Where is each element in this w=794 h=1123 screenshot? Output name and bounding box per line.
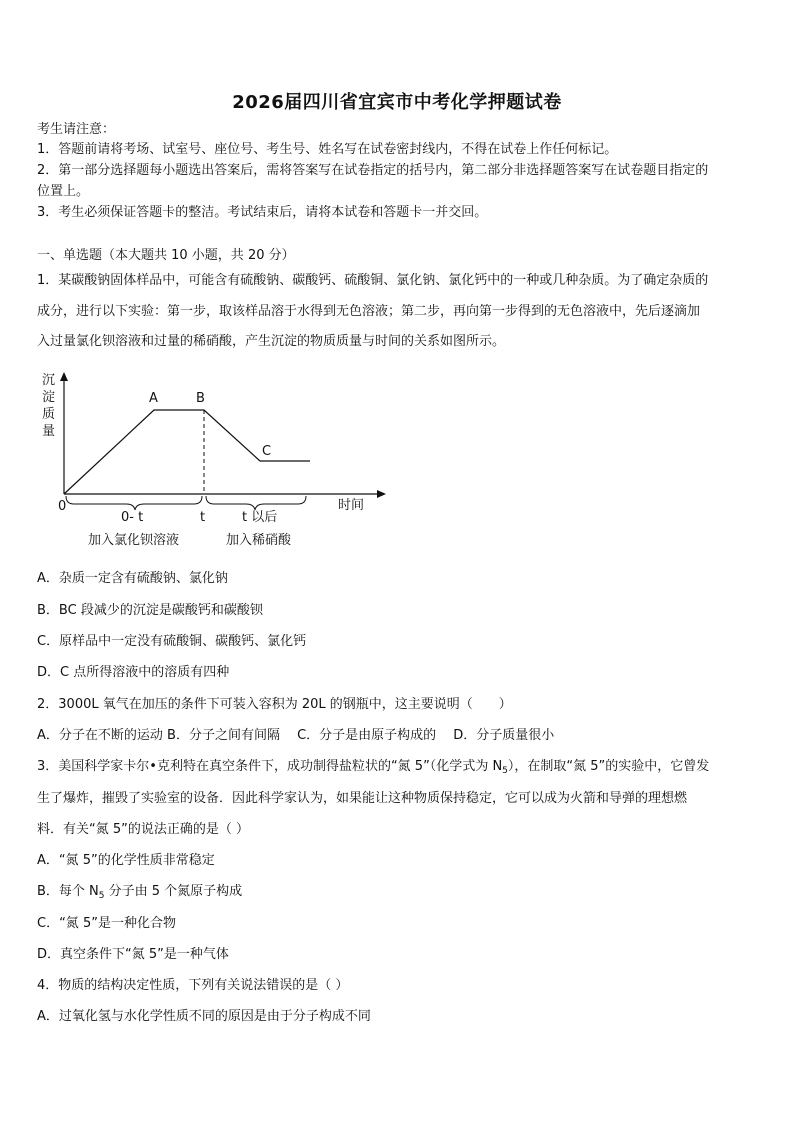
- q3-line1-pre: 3．美国科学家卡尔•克利特在真空条件下，成功制得盐粒状的“氮 5”（化学式为 N: [37, 759, 503, 774]
- q1-option-d: D．C 点所得溶液中的溶质有四种: [37, 665, 230, 680]
- q3-line1-post: ），在制取“氮 5”的实验中，它曾发: [507, 759, 710, 774]
- y-label-char-1: 沉: [42, 373, 56, 388]
- section-heading: 一、单选题（本大题共 10 小题，共 20 分）: [37, 248, 295, 263]
- t-label: t: [200, 510, 206, 525]
- q3-optb-post: 分子由 5 个氮原子构成: [104, 884, 243, 899]
- exam-title: 2026届四川省宜宾市中考化学押题试卷: [232, 92, 562, 113]
- notice-item-2-cont: 位置上。: [37, 184, 90, 199]
- y-label-char-4: 量: [42, 424, 56, 439]
- stage-1-label: 加入氯化钡溶液: [88, 533, 180, 548]
- q1-graph: [38, 364, 398, 554]
- q3-stem-line-1: [37, 759, 709, 775]
- q4-stem: 4．物质的结构决定性质，下列有关说法错误的是（ ）: [37, 978, 349, 993]
- notice-item-1: 1．答题前请将考场、试室号、座位号、考生号、姓名写在试卷密封线内，不得在试卷上作任何标记。: [37, 142, 618, 157]
- y-axis-arrow: [60, 372, 68, 381]
- q4-option-a: A．过氧化氢与水化学性质不同的原因是由于分子构成不同: [37, 1009, 371, 1024]
- notice-item-2: 2．第一部分选择题每小题选出答案后，需将答案写在试卷指定的括号内，第二部分非选择题答案写在试卷题目指定的: [37, 163, 709, 178]
- point-c-label: C: [262, 444, 272, 459]
- q3-option-b: [37, 884, 242, 900]
- q1-option-c: C．原样品中一定没有硫酸铜、碳酸钙、氯化钙: [37, 634, 307, 649]
- q1-option-b: B．BC 段减少的沉淀是碳酸钙和碳酸钡: [37, 603, 263, 618]
- q3-stem-line-2: 生了爆炸，摧毁了实验室的设备．因此科学家认为，如果能让这种物质保持稳定，它可以成为火箭和导弹的理想燃: [37, 791, 688, 806]
- q1-stem-line-2: 成分，进行以下实验：第一步，取该样品溶于水得到无色溶液；第二步，再向第一步得到的无色溶液中，先后逐滴加: [37, 304, 701, 319]
- brace-stage-1: [66, 496, 202, 510]
- q3-option-d: D．真空条件下“氮 5”是一种气体: [37, 947, 229, 962]
- y-label-char-2: 淀: [42, 390, 56, 405]
- stage-2-label: 加入稀硝酸: [226, 533, 292, 548]
- q1-stem-line-1: 1．某碳酸钠固体样品中，可能含有硫酸钠、碳酸钙、硫酸铜、氯化钠、氯化钙中的一种或几种杂质。为了确定杂质的: [37, 273, 709, 288]
- x-axis-arrow: [377, 490, 386, 498]
- x-axis-label: 时间: [338, 498, 365, 513]
- q3-stem-line-3: 料．有关“氮 5”的说法正确的是（ ）: [37, 822, 250, 837]
- q3-optb-pre: B．每个 N: [37, 884, 99, 899]
- q1-stem-line-3: 入过量氯化钡溶液和过量的稀硝酸，产生沉淀的物质质量与时间的关系如图所示。: [37, 334, 506, 349]
- q2-options: A．分子在不断的运动 B．分子之间有间隔 C．分子是由原子构成的 D．分子质量很小: [37, 728, 555, 743]
- q3-option-a: A．“氮 5”的化学性质非常稳定: [37, 853, 215, 868]
- q2-stem: 2．3000L 氧气在加压的条件下可装入容积为 20L 的钢瓶中，这主要说明（ ）: [37, 697, 512, 712]
- q3-optb-sub: 5: [98, 891, 105, 901]
- point-a-label: A: [149, 391, 158, 406]
- point-b-label: B: [196, 391, 205, 406]
- q3-option-c: C．“氮 5”是一种化合物: [37, 916, 176, 931]
- origin-label: 0: [58, 499, 67, 514]
- y-label-char-3: 质: [42, 407, 56, 422]
- segment-2-label: t 以后: [242, 510, 278, 525]
- precipitate-curve: [64, 410, 310, 494]
- notice-item-3: 3．考生必须保证答题卡的整洁。考试结束后，请将本试卷和答题卡一并交回。: [37, 205, 488, 220]
- q3-line1-sub: 5: [502, 766, 508, 776]
- segment-1-label: 0- t: [121, 510, 144, 525]
- notice-heading: 考生请注意：: [37, 122, 116, 137]
- brace-stage-2: [206, 496, 306, 510]
- q1-option-a: A．杂质一定含有硫酸钠、氯化钠: [37, 571, 228, 586]
